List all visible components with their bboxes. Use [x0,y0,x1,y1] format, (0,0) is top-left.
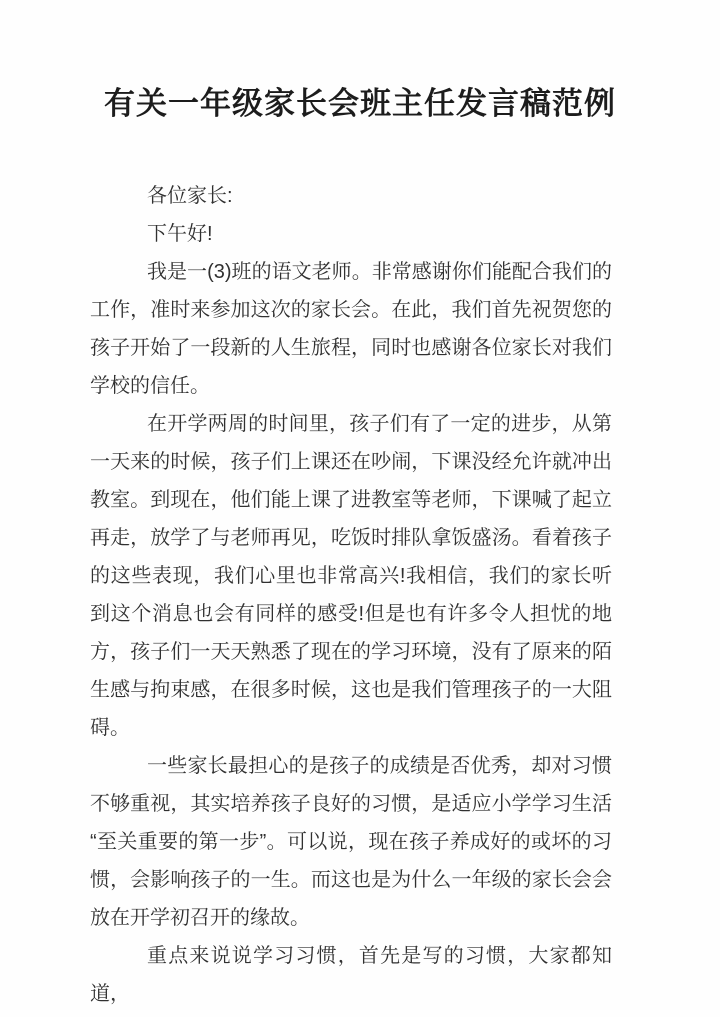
document-body [90,177,612,1013]
paragraph-habits: 一些家长最担心的是孩子的成绩是否优秀，却对习惯不够重视，其实培养孩子良好的习惯，是适应小学学习生活“至关重要的第一步”。可以说，现在孩子养成好的或坏的习惯，会影响孩子的一生。而这也是为什么一年级的家长会会放在开学初召开的缘故。 [90,755,612,929]
paragraph-greeting: 下午好! [147,223,213,245]
paragraph-progress: 在开学两周的时间里，孩子们有了一定的进步，从第一天来的时候，孩子们上课还在吵闹，下课没经允许就冲出教室。到现在，他们能上课了进教室等老师，下课喊了起立再走，放学了与老师再见，吃饭时排队拿饭盛汤。看着孩子的这些表现，我们心里也非常高兴!我相信，我们的家长听到这个消息也会有同样的感受!但是也有许多令人担忧的地方，孩子们一天天熟悉了现在的学习环境，没有了原来的陌生感与拘束感，在很多时候，这也是我们管理孩子的一大阻碍。 [90,413,612,739]
document-title: 有关一年级家长会班主任发言稿范例 [104,86,616,121]
paragraph-study-habits: 重点来说说学习习惯，首先是写的习惯，大家都知道， [90,945,612,1005]
paragraph-salutation: 各位家长: [147,185,233,207]
paragraph-intro: 我是一(3)班的语文老师。非常感谢你们能配合我们的工作，准时来参加这次的家长会。在此，我们首先祝贺您的孩子开始了一段新的人生旅程，同时也感谢各位家长对我们学校的信任。 [90,261,612,397]
